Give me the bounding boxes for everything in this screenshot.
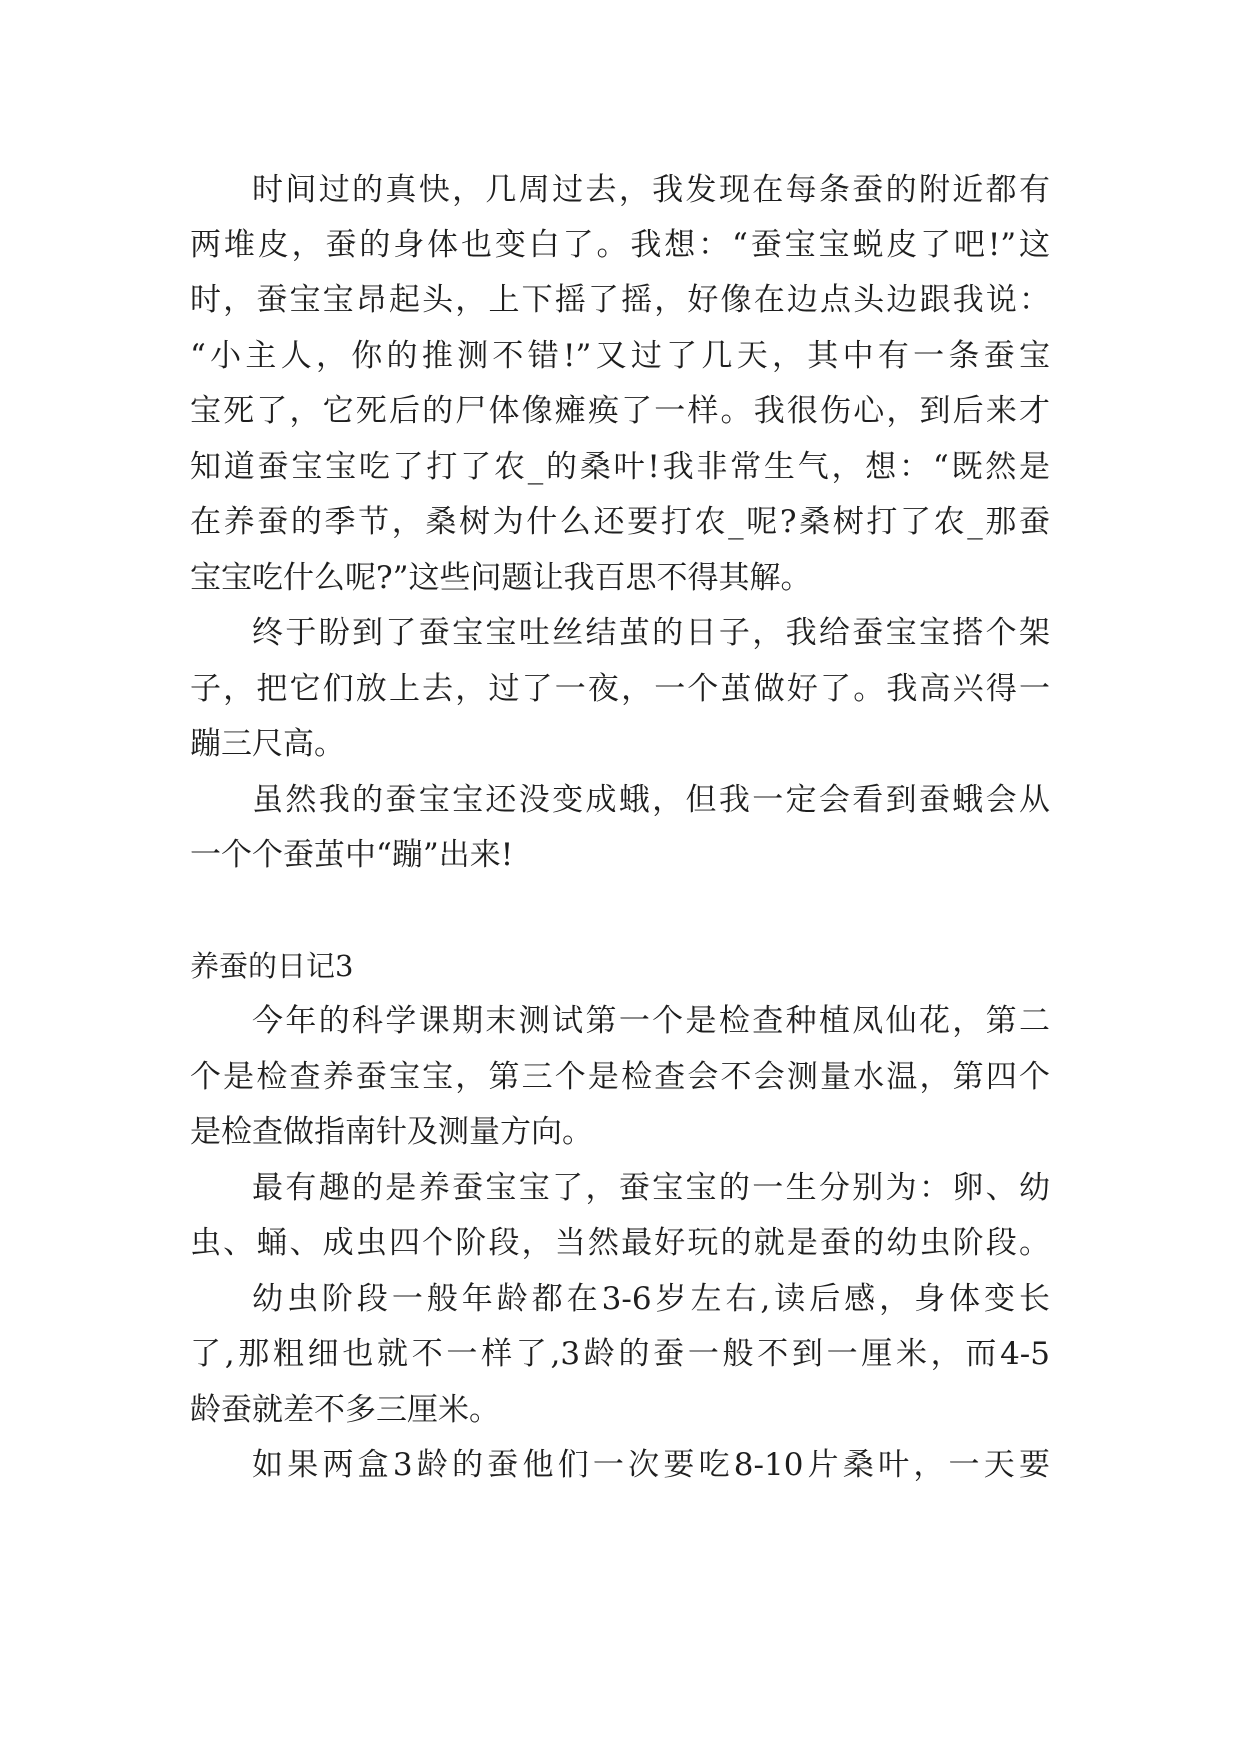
paragraph-line: 今年的科学课期末测试第一个是检查种植凤仙花，第二 <box>252 1003 1050 1039</box>
paragraph-line: 是检查做指南针及测量方向。 <box>190 1114 593 1150</box>
paragraph-line: 了,那粗细也就不一样了,3龄的蚕一般不到一厘米，而4-5 <box>190 1336 1050 1372</box>
paragraph-line: 终于盼到了蚕宝宝吐丝结茧的日子，我给蚕宝宝搭个架 <box>252 615 1050 651</box>
paragraph-line: 宝死了，它死后的尸体像瘫痪了一样。我很伤心，到后来才 <box>190 393 1050 429</box>
paragraph-line: 蹦三尺高。 <box>190 726 345 762</box>
paragraph-line: 宝宝吃什么呢?”这些问题让我百思不得其解。 <box>190 560 812 596</box>
paragraph-line: “小主人，你的推测不错!”又过了几天，其中有一条蚕宝 <box>190 338 1050 374</box>
paragraph-line: 虽然我的蚕宝宝还没变成蛾，但我一定会看到蚕蛾会从 <box>252 782 1050 818</box>
paragraph-line: 知道蚕宝宝吃了打了农_的桑叶!我非常生气，想：“既然是 <box>190 449 1050 485</box>
paragraph-line: 如果两盒3龄的蚕他们一次要吃8-10片桑叶，一天要 <box>252 1447 1050 1483</box>
paragraph-line: 虫、蛹、成虫四个阶段，当然最好玩的就是蚕的幼虫阶段。 <box>190 1225 1050 1261</box>
paragraph-line: 最有趣的是养蚕宝宝了，蚕宝宝的一生分别为：卵、幼 <box>252 1170 1050 1206</box>
paragraph-line: 个是检查养蚕宝宝，第三个是检查会不会测量水温，第四个 <box>190 1059 1050 1095</box>
paragraph-line: 两堆皮，蚕的身体也变白了。我想：“蚕宝宝蜕皮了吧!”这 <box>190 227 1050 263</box>
paragraph-line: 龄蚕就差不多三厘米。 <box>190 1392 500 1428</box>
paragraph-line: 时，蚕宝宝昂起头，上下摇了摇，好像在边点头边跟我说： <box>190 282 1050 318</box>
paragraph-line: 子，把它们放上去，过了一夜，一个茧做好了。我高兴得一 <box>190 671 1050 707</box>
paragraph-line: 一个个蚕茧中“蹦”出来! <box>190 837 514 873</box>
section-heading: 养蚕的日记3 <box>190 949 354 983</box>
paragraph-line: 幼虫阶段一般年龄都在3-6岁左右,读后感，身体变长 <box>252 1281 1050 1317</box>
paragraph-line: 在养蚕的季节，桑树为什么还要打农_呢?桑树打了农_那蚕 <box>190 504 1050 540</box>
paragraph-line: 时间过的真快，几周过去，我发现在每条蚕的附近都有 <box>252 172 1050 208</box>
